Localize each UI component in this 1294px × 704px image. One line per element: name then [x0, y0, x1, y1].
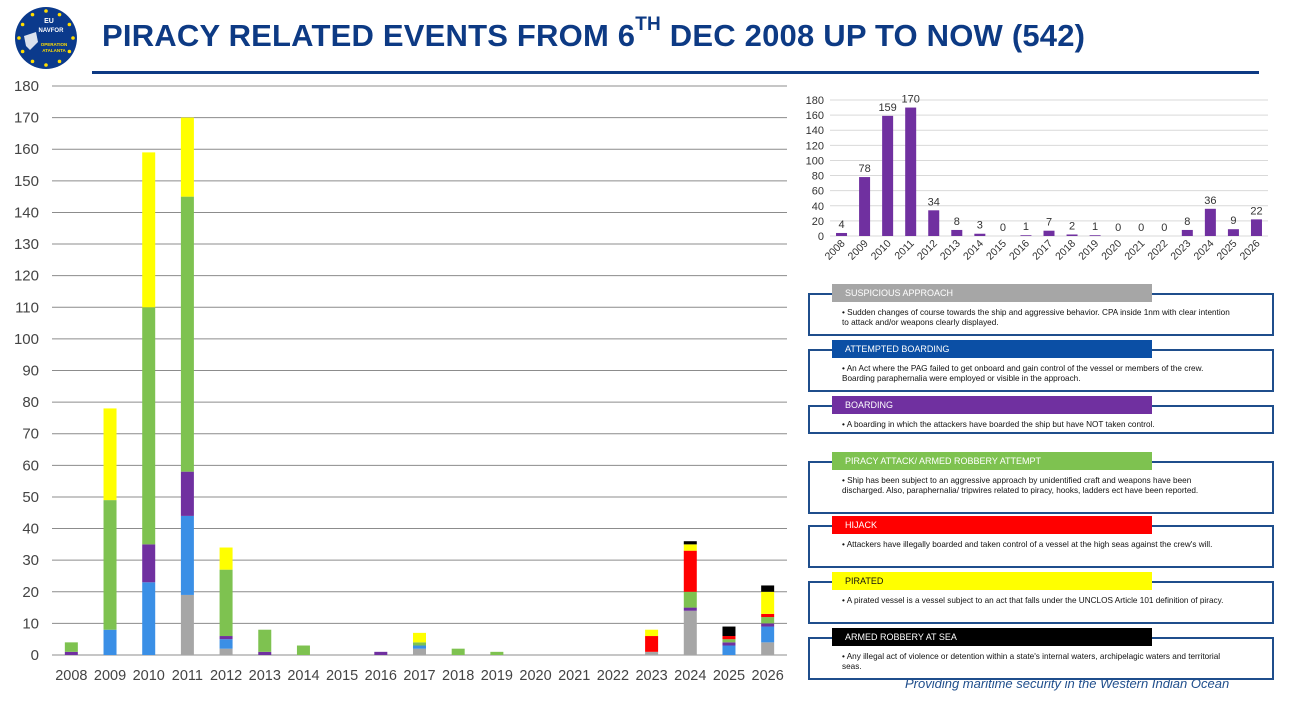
- y-tick-label: 60: [22, 457, 39, 475]
- small-bar: [859, 177, 870, 236]
- small-x-tick-label: 2010: [868, 237, 894, 263]
- x-tick-label: 2026: [751, 668, 784, 684]
- x-tick-label: 2018: [442, 668, 475, 684]
- small-data-label: 8: [1184, 215, 1191, 228]
- eunavfor-logo: [14, 6, 78, 70]
- bar-segment-attack: [722, 639, 735, 642]
- small-x-tick-label: 2018: [1053, 237, 1079, 263]
- small-data-label: 1: [1092, 221, 1099, 234]
- small-x-tick-label: 2014: [960, 237, 986, 263]
- legend-desc-boarding: • A boarding in which the attackers have boarded the ship but have NOT taken control.: [842, 420, 1155, 429]
- small-x-tick-label: 2011: [892, 237, 917, 263]
- small-data-label: 3: [976, 219, 983, 232]
- small-data-label: 1: [1022, 221, 1030, 234]
- bar-segment-boarding: [374, 652, 387, 655]
- y-tick-label: 100: [13, 330, 39, 348]
- bar-segment-suspicious: [684, 611, 697, 655]
- y-tick-label: 170: [13, 109, 39, 127]
- small-bar: [928, 210, 939, 236]
- logo-star: [71, 36, 75, 40]
- small-data-label: 0: [1161, 222, 1168, 234]
- small-data-label: 8: [953, 215, 960, 228]
- x-tick-label: 2024: [674, 668, 707, 684]
- bar-segment-attack: [761, 617, 774, 623]
- small-x-tick-label: 2022: [1145, 237, 1171, 263]
- bar-segment-pirated: [220, 548, 233, 570]
- bar-segment-attack: [104, 500, 117, 630]
- bar-segment-pirated: [645, 630, 658, 636]
- logo-text-eu: EU: [44, 18, 54, 25]
- logo-star: [21, 50, 25, 54]
- small-bar: [974, 234, 985, 236]
- small-y-tick-label: 20: [811, 215, 824, 228]
- small-bar: [1020, 235, 1031, 236]
- legend-desc-suspicious: • Sudden changes of course towards the ship and aggressive behavior. CPA inside 1nm with clear intention to attack and/or weapons clearly displayed.: [842, 308, 1230, 327]
- bar-segment-hijack: [761, 614, 774, 617]
- bar-segment-pirated: [142, 152, 155, 307]
- small-bar: [905, 108, 916, 236]
- y-tick-label: 160: [13, 141, 39, 159]
- bar-segment-pirated: [413, 633, 426, 642]
- bar-segment-pirated: [684, 544, 697, 550]
- small-data-label: 0: [1115, 222, 1122, 234]
- small-x-tick-label: 2008: [822, 237, 848, 263]
- legend-tag-suspicious: SUSPICIOUS APPROACH: [832, 284, 1152, 302]
- bar-segment-pirated: [104, 408, 117, 500]
- small-bar: [882, 116, 893, 236]
- legend-desc-attack: • Ship has been subject to an aggressive approach by unidentified craft and weapons have been discharged. Also, paraphernalia/ tripwires related to piracy, hooks, ladders ect have been reported.: [842, 476, 1199, 495]
- bar-segment-armed: [722, 627, 735, 636]
- small-data-label: 34: [927, 196, 940, 209]
- footer-tagline: Providing maritime security in the Western Indian Ocean: [905, 676, 1230, 691]
- logo-text-operation: OPERATION: [40, 42, 68, 47]
- logo-star: [68, 23, 72, 27]
- page-title: [102, 14, 1086, 54]
- y-tick-label: 180: [13, 78, 39, 95]
- small-data-label: 36: [1204, 194, 1217, 207]
- small-y-tick-label: 140: [805, 125, 824, 138]
- x-tick-label: 2023: [635, 668, 668, 684]
- logo-star: [31, 13, 35, 17]
- legend-desc-hijack: • Attackers have illegally boarded and taken control of a vessel at the high seas against the crew's will.: [842, 540, 1213, 549]
- small-x-tick-label: 2016: [1007, 237, 1033, 263]
- y-tick-label: 80: [22, 394, 39, 412]
- bar-segment-attempted: [413, 646, 426, 649]
- small-y-tick-label: 40: [811, 200, 824, 213]
- bar-segment-attempted: [142, 582, 155, 655]
- small-y-tick-label: 80: [811, 170, 824, 183]
- y-tick-label: 0: [30, 647, 39, 664]
- small-x-tick-label: 2019: [1076, 237, 1102, 263]
- legend-tag-attack: PIRACY ATTACK/ ARMED ROBBERY ATTEMPT: [832, 452, 1152, 470]
- bar-segment-attack: [181, 197, 194, 472]
- bar-segment-attack: [220, 570, 233, 636]
- small-data-label: 159: [878, 101, 897, 114]
- logo-star: [58, 60, 62, 64]
- x-tick-label: 2016: [364, 668, 397, 684]
- x-tick-label: 2020: [519, 668, 552, 684]
- y-tick-label: 130: [13, 236, 39, 254]
- x-tick-label: 2009: [93, 668, 127, 684]
- y-tick-label: 40: [22, 520, 39, 538]
- y-tick-label: 90: [22, 362, 39, 380]
- bar-segment-attack: [297, 646, 310, 655]
- legend-tag-pirated: PIRATED: [832, 572, 1152, 590]
- small-data-label: 7: [1045, 216, 1053, 229]
- legend-desc-pirated: • A pirated vessel is a vessel subject to an act that falls under the UNCLOS Article 101 definition of piracy.: [842, 596, 1224, 605]
- title-rest: DEC 2008 UP TO NOW (542): [660, 18, 1086, 53]
- bar-segment-boarding: [684, 608, 697, 611]
- bar-segment-boarding: [142, 544, 155, 582]
- bar-segment-boarding: [220, 636, 233, 639]
- bar-segment-attempted: [220, 639, 233, 648]
- x-tick-label: 2017: [403, 668, 436, 684]
- logo-star: [58, 13, 62, 17]
- small-x-tick-label: 2025: [1214, 237, 1240, 263]
- small-x-tick-label: 2013: [937, 237, 963, 263]
- small-y-tick-label: 180: [805, 95, 824, 107]
- title-superscript: TH: [635, 14, 661, 35]
- small-x-tick-label: 2015: [984, 237, 1010, 263]
- x-tick-label: 2013: [248, 668, 281, 684]
- small-bar: [1205, 209, 1216, 236]
- x-tick-label: 2025: [712, 668, 746, 684]
- legend-tag-hijack: HIJACK: [832, 516, 1152, 534]
- small-data-label: 0: [999, 222, 1006, 234]
- x-tick-label: 2022: [596, 668, 630, 684]
- legend-desc-armed: • Any illegal act of violence or detention within a state's internal waters, archipelagic waters and territorial seas.: [842, 652, 1221, 671]
- bar-segment-suspicious: [220, 649, 233, 655]
- bar-segment-attack: [684, 592, 697, 608]
- bar-segment-armed: [761, 585, 774, 591]
- x-tick-label: 2019: [480, 668, 514, 684]
- bar-segment-boarding: [258, 652, 271, 655]
- bar-segment-boarding: [761, 623, 774, 626]
- small-data-label: 2: [1068, 220, 1076, 233]
- bar-segment-attack: [142, 307, 155, 544]
- logo-star: [44, 9, 48, 13]
- y-tick-label: 10: [22, 615, 39, 633]
- bar-segment-attack: [65, 642, 78, 651]
- logo-text-atalanta: ATALANTA: [42, 48, 66, 53]
- small-bar: [1228, 229, 1239, 236]
- bar-segment-attack: [258, 630, 271, 652]
- small-y-tick-label: 120: [805, 140, 824, 153]
- small-y-tick-label: 100: [805, 155, 824, 168]
- x-tick-label: 2021: [558, 668, 591, 684]
- title-main: PIRACY RELATED EVENTS FROM 6: [102, 18, 636, 53]
- small-y-tick-label: 60: [811, 185, 824, 198]
- bar-segment-attempted: [104, 630, 117, 655]
- small-x-tick-label: 2023: [1168, 237, 1194, 263]
- small-data-label: 78: [858, 163, 871, 176]
- bar-segment-hijack: [722, 636, 735, 639]
- bar-segment-attempted: [181, 516, 194, 595]
- logo-star: [68, 50, 72, 54]
- logo-star: [44, 63, 48, 67]
- small-x-tick-label: 2009: [845, 237, 871, 263]
- bar-segment-attack: [490, 652, 503, 655]
- bar-segment-attack: [413, 642, 426, 645]
- title-underline: [92, 71, 1259, 74]
- small-y-tick-label: 160: [805, 110, 824, 123]
- small-x-tick-label: 2017: [1030, 237, 1056, 263]
- small-y-tick-label: 0: [817, 231, 824, 243]
- logo-star: [21, 23, 25, 27]
- legend-desc-attempted: • An Act where the PAG failed to get onboard and gain control of the vessel or members of the crew. Boarding paraphernalia were employed or visible in the approach.: [842, 364, 1204, 383]
- small-data-label: 4: [838, 218, 845, 231]
- bar-segment-hijack: [645, 636, 658, 652]
- logo-text-navfor: NAVFOR: [38, 28, 64, 34]
- logo-star: [17, 36, 21, 40]
- bar-segment-attack: [452, 649, 465, 655]
- small-data-label: 9: [1230, 215, 1237, 228]
- small-bar: [951, 230, 962, 236]
- small-data-label: 170: [901, 93, 920, 106]
- bar-segment-suspicious: [645, 652, 658, 655]
- small-bar: [1251, 219, 1262, 236]
- bar-segment-armed: [684, 541, 697, 544]
- x-tick-label: 2015: [325, 668, 359, 684]
- bar-segment-boarding: [65, 652, 78, 655]
- legend-tag-attempted: ATTEMPTED BOARDING: [832, 340, 1152, 358]
- small-bar: [1182, 230, 1193, 236]
- x-tick-label: 2008: [55, 668, 88, 684]
- stacked-bar-chart: [0, 76, 795, 688]
- small-bar: [836, 233, 847, 236]
- small-x-tick-label: 2012: [914, 237, 940, 263]
- small-data-label: 0: [1138, 222, 1145, 234]
- y-tick-label: 20: [22, 583, 39, 601]
- bar-segment-attempted: [722, 646, 735, 655]
- y-tick-label: 50: [22, 488, 39, 506]
- logo-star: [31, 60, 35, 64]
- small-bar: [1090, 235, 1101, 236]
- y-tick-label: 140: [13, 204, 39, 222]
- bar-segment-suspicious: [413, 649, 426, 655]
- small-x-tick-label: 2021: [1122, 237, 1148, 263]
- bar-segment-attempted: [761, 627, 774, 643]
- y-tick-label: 30: [22, 552, 39, 570]
- total-bar-chart: [790, 84, 1280, 282]
- y-tick-label: 70: [22, 425, 39, 443]
- small-x-tick-label: 2026: [1237, 237, 1263, 263]
- legend-tag-armed: ARMED ROBBERY AT SEA: [832, 628, 1152, 646]
- bar-segment-hijack: [684, 551, 697, 592]
- small-bar: [1067, 234, 1078, 236]
- bar-segment-suspicious: [181, 595, 194, 655]
- y-tick-label: 150: [13, 172, 39, 190]
- legend-tag-boarding: BOARDING: [832, 396, 1152, 414]
- bar-segment-suspicious: [761, 642, 774, 655]
- y-tick-label: 110: [15, 299, 39, 317]
- x-tick-label: 2010: [132, 668, 165, 684]
- bar-segment-pirated: [761, 592, 774, 614]
- x-tick-label: 2011: [171, 668, 203, 684]
- bar-segment-boarding: [722, 642, 735, 645]
- small-data-label: 22: [1250, 205, 1263, 218]
- small-x-tick-label: 2020: [1099, 237, 1125, 263]
- small-bar: [1044, 231, 1055, 236]
- x-tick-label: 2014: [287, 668, 320, 684]
- y-tick-label: 120: [13, 267, 39, 285]
- bar-segment-pirated: [181, 118, 194, 197]
- bar-segment-boarding: [181, 472, 194, 516]
- small-x-tick-label: 2024: [1191, 237, 1217, 263]
- x-tick-label: 2012: [209, 668, 243, 684]
